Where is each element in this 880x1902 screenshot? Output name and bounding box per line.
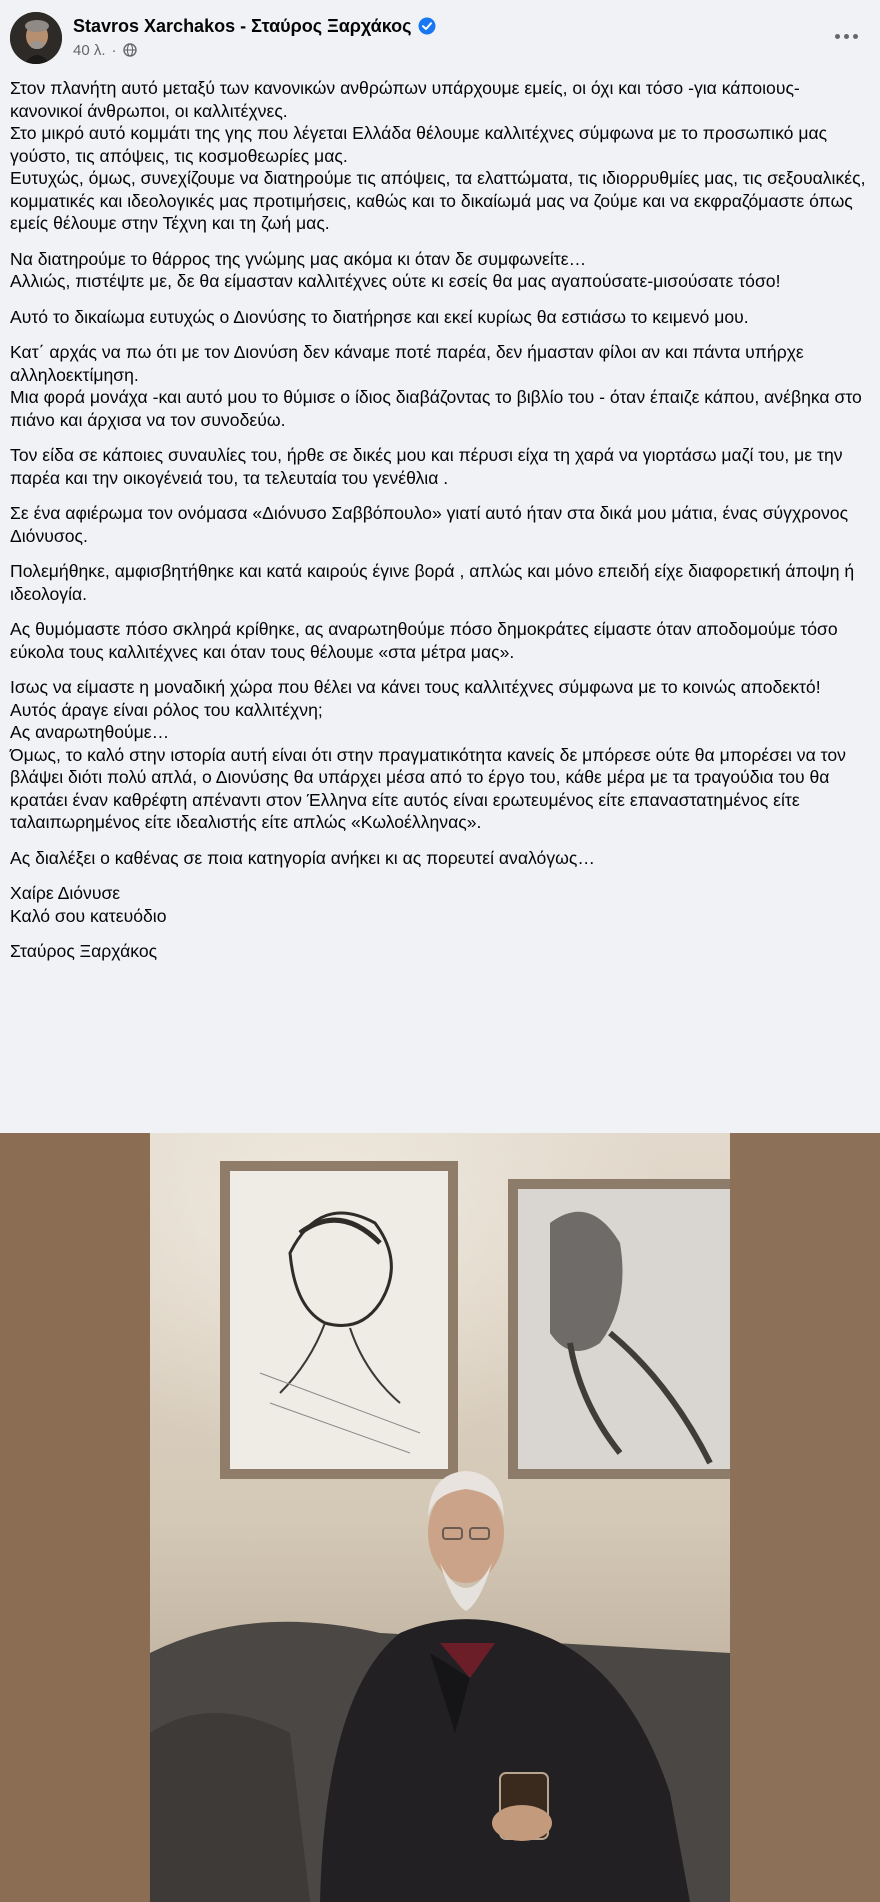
post-timestamp[interactable]: 40 λ. — [73, 41, 106, 59]
post-paragraph: Σε ένα αφιέρωμα τον ονόμασα «Διόνυσο Σαββόπουλο» γιατί αυτό ήταν στα δικά μου μάτια, ένας σύγχρονος Διόνυσος. — [10, 503, 849, 546]
more-options-icon[interactable] — [826, 18, 866, 54]
post-paragraph: Πολεμήθηκε, αμφισβητήθηκε και κατά καιρούς έγινε βορά , απλώς και μόνο επειδή είχε διαφορετική άποψη ή ιδεολογία. — [10, 561, 855, 604]
post-paragraph: Ας θυμόμαστε πόσο σκληρά κρίθηκε, ας αναρωτηθούμε πόσο δημοκράτες είμαστε όταν αποδομούμε τόσο εύκολα τους καλλιτέχνες και όταν τους θέλουμε «στα μέτρα μας». — [10, 619, 838, 662]
post-paragraph: Κατ΄ αρχάς να πω ότι με τον Διονύση δεν κάναμε ποτέ παρέα, δεν ήμασταν φίλοι αν και πάντα υπήρχε αλληλοεκτίμηση. Μια φορά μονάχα -και αυτό μου το θύμισε ο ίδιος διαβάζοντας το βιβλίο του - όταν έπαιζε κάπου, ανέβηκα στο πιάνο και άρχισα να τον συνοδεύω. — [10, 342, 862, 430]
avatar-photo — [10, 12, 62, 64]
post-paragraph: Στον πλανήτη αυτό μεταξύ των κανονικών ανθρώπων υπάρχουμε εμείς, οι όχι και τόσο -για κάποιους- κανονικοί άνθρωποι, οι καλλιτέχνες. Στο μικρό αυτό κομμάτι της γης που λέγεται Ελλάδα θέλουμε καλλιτέχνες σύμφωνα με το προσωπικό μας γούστο, τις απόψεις, τις κοσμοθεωρίες μας. Ευτυχώς, όμως, συνεχίζουμε να διατηρούμε τις απόψεις, τα ελαττώματα, τις ιδιορρυθμίες μας, τις σεξουαλικές, κομματικές και ιδεολογικές μας προτιμήσεις, καθώς και το δικαίωμά μας να ζούμε και να εκφραζόμαστε όπως εμείς θέλουμε στην Τέχνη και τη ζωή μας. — [10, 78, 866, 233]
post-photo[interactable] — [150, 1133, 730, 1902]
verified-badge-icon — [418, 17, 436, 35]
post-signature: Σταύρος Ξαρχάκος — [10, 941, 158, 961]
post-text — [10, 77, 872, 976]
photo-blur-left — [0, 1133, 150, 1902]
post-paragraph: Ας διαλέξει ο καθένας σε ποια κατηγορία ανήκει κι ας πορευτεί αναλόγως… — [10, 847, 595, 868]
post-meta — [73, 40, 137, 60]
post-header — [0, 0, 880, 72]
globe-icon[interactable] — [123, 43, 137, 57]
post-photo-container[interactable] — [0, 1133, 880, 1902]
photo-illustration — [150, 1133, 730, 1902]
post-paragraph: Ισως να είμαστε η μοναδική χώρα που θέλει να κάνει τους καλλιτέχνες σύμφωνα με το κοινώς αποδεκτό! Αυτός άραγε είναι ρόλος του καλλιτέχνη; Ας αναρωτηθούμε… Όμως, το καλό στην ιστορία αυτή είναι ότι στην πραγματικότητα κανείς δε μπόρεσε ούτε θα μπορέσει να τον βλάψει διότι πολύ απλά, ο Διονύσης θα υπάρχει μέσα από το έργο του, κάθε μέρα με τα τραγούδια του θα κρατάει έναν καθρέφτη απέναντι στον Έλληνα είτε αυτός είναι ερωτευμένος είτε επαναστατημένος είτε ταλαιπωρημένος είτε ιδεαλιστής είτε απλώς «Κωλοέλληνας». — [10, 677, 846, 832]
photo-blur-right — [730, 1133, 880, 1902]
post-paragraph: Τον είδα σε κάποιες συναυλίες του, ήρθε σε δικές μου και πέρυσι είχα τη χαρά να γιορτάσω μαζί του, με την παρέα και την οικογένειά του, τα τελευταία του γενέθλια . — [10, 445, 843, 488]
meta-separator: · — [111, 41, 117, 59]
author-line — [73, 14, 436, 38]
author-avatar[interactable] — [10, 12, 62, 64]
author-name[interactable]: Stavros Xarchakos - Σταύρος Ξαρχάκος — [73, 15, 412, 36]
post-paragraph: Αυτό το δικαίωμα ευτυχώς ο Διονύσης το διατήρησε και εκεί κυρίως θα εστιάσω το κειμενό μου. — [10, 306, 749, 327]
post-paragraph: Χαίρε Διόνυσε Καλό σου κατευόδιο — [10, 883, 167, 926]
post-paragraph: Να διατηρούμε το θάρρος της γνώμης μας ακόμα κι όταν δε συμφωνείτε… Αλλιώς, πιστέψτε με, δε θα είμασταν καλλιτέχνες ούτε κι εσείς θα μας αγαπούσατε-μισούσατε τόσο! — [10, 248, 781, 291]
